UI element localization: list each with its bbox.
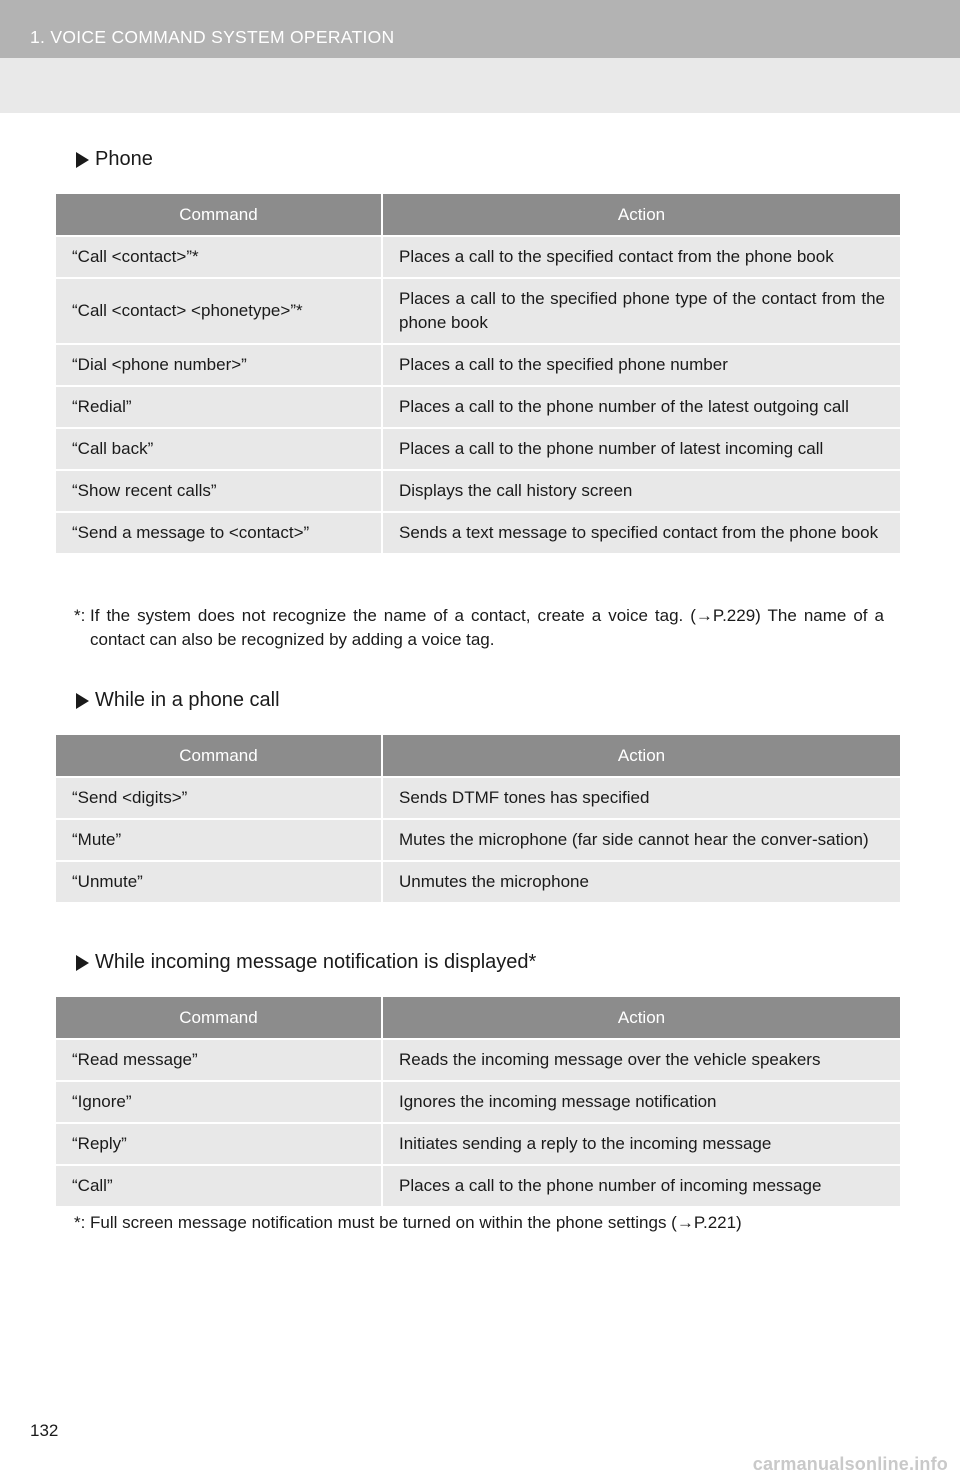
watermark: carmanualsonline.info	[752, 1454, 948, 1474]
action-cell: Mutes the microphone (far side cannot hear the conver-sation)	[383, 820, 900, 862]
section-heading-label: While incoming message notification is displayed*	[95, 951, 537, 973]
command-cell: “Ignore”	[56, 1082, 383, 1124]
table-row	[56, 820, 900, 862]
phone-command-table	[56, 194, 900, 555]
action-cell: Displays the call history screen	[383, 471, 900, 513]
column-header-action: Action	[383, 194, 900, 237]
action-cell: Initiates sending a reply to the incoming message	[383, 1124, 900, 1166]
command-cell: “Show recent calls”	[56, 471, 383, 513]
table-row	[56, 279, 900, 345]
table-row	[56, 1082, 900, 1124]
command-cell: “Redial”	[56, 387, 383, 429]
section-heading-message-notification	[76, 951, 536, 974]
table-row	[56, 1040, 900, 1082]
command-cell: “Mute”	[56, 820, 383, 862]
command-cell: “Call <contact> <phonetype>”*	[56, 279, 383, 345]
table-row	[56, 1166, 900, 1208]
page-number: 132	[30, 1421, 59, 1440]
action-cell: Places a call to the phone number of latest incoming call	[383, 429, 900, 471]
command-cell: “Send <digits>”	[56, 778, 383, 820]
triangle-bullet-icon	[76, 693, 89, 709]
column-header-command: Command	[56, 735, 383, 778]
message-command-table	[56, 997, 900, 1208]
action-cell: Places a call to the specified phone number	[383, 345, 900, 387]
footnote-text: Full screen message notification must be turned on within the phone settings (→P.221)	[90, 1213, 742, 1232]
command-cell: “Call <contact>”*	[56, 237, 383, 279]
table-header-row	[56, 997, 900, 1040]
footnote-text: If the system does not recognize the name of a contact, create a voice tag. (→P.229) The name of a contact can also be recognized by adding a voice tag.	[90, 606, 884, 649]
table-row	[56, 1124, 900, 1166]
action-cell: Places a call to the phone number of the latest outgoing call	[383, 387, 900, 429]
table-header-row	[56, 194, 900, 237]
command-cell: “Read message”	[56, 1040, 383, 1082]
footnote-mark: *:	[74, 606, 86, 625]
section-heading-in-call	[76, 689, 280, 712]
table-row	[56, 471, 900, 513]
triangle-bullet-icon	[76, 955, 89, 971]
action-cell: Unmutes the microphone	[383, 862, 900, 904]
section-heading-label: Phone	[95, 148, 153, 170]
command-cell: “Call back”	[56, 429, 383, 471]
action-cell: Ignores the incoming message notification	[383, 1082, 900, 1124]
command-cell: “Send a message to <contact>”	[56, 513, 383, 555]
chapter-title: 1. VOICE COMMAND SYSTEM OPERATION	[30, 27, 395, 47]
phone-footnote	[74, 604, 884, 652]
command-cell: “Dial <phone number>”	[56, 345, 383, 387]
table-row	[56, 429, 900, 471]
table-row	[56, 387, 900, 429]
table-row	[56, 513, 900, 555]
action-cell: Places a call to the specified phone type of the contact from the phone book	[383, 279, 900, 345]
table-row	[56, 345, 900, 387]
command-cell: “Reply”	[56, 1124, 383, 1166]
section-heading-phone	[76, 148, 153, 171]
action-cell: Places a call to the specified contact from the phone book	[383, 237, 900, 279]
action-cell: Reads the incoming message over the vehicle speakers	[383, 1040, 900, 1082]
table-header-row	[56, 735, 900, 778]
table-row	[56, 862, 900, 904]
column-header-action: Action	[383, 997, 900, 1040]
column-header-command: Command	[56, 194, 383, 237]
table-row	[56, 237, 900, 279]
section-heading-label: While in a phone call	[95, 689, 280, 711]
triangle-bullet-icon	[76, 152, 89, 168]
table-row	[56, 778, 900, 820]
action-cell: Sends DTMF tones has specified	[383, 778, 900, 820]
command-cell: “Unmute”	[56, 862, 383, 904]
message-footnote	[74, 1211, 884, 1235]
column-header-command: Command	[56, 997, 383, 1040]
action-cell: Places a call to the phone number of incoming message	[383, 1166, 900, 1208]
in-call-command-table	[56, 735, 900, 904]
command-cell: “Call”	[56, 1166, 383, 1208]
action-cell: Sends a text message to specified contact from the phone book	[383, 513, 900, 555]
footnote-mark: *:	[74, 1213, 86, 1232]
column-header-action: Action	[383, 735, 900, 778]
